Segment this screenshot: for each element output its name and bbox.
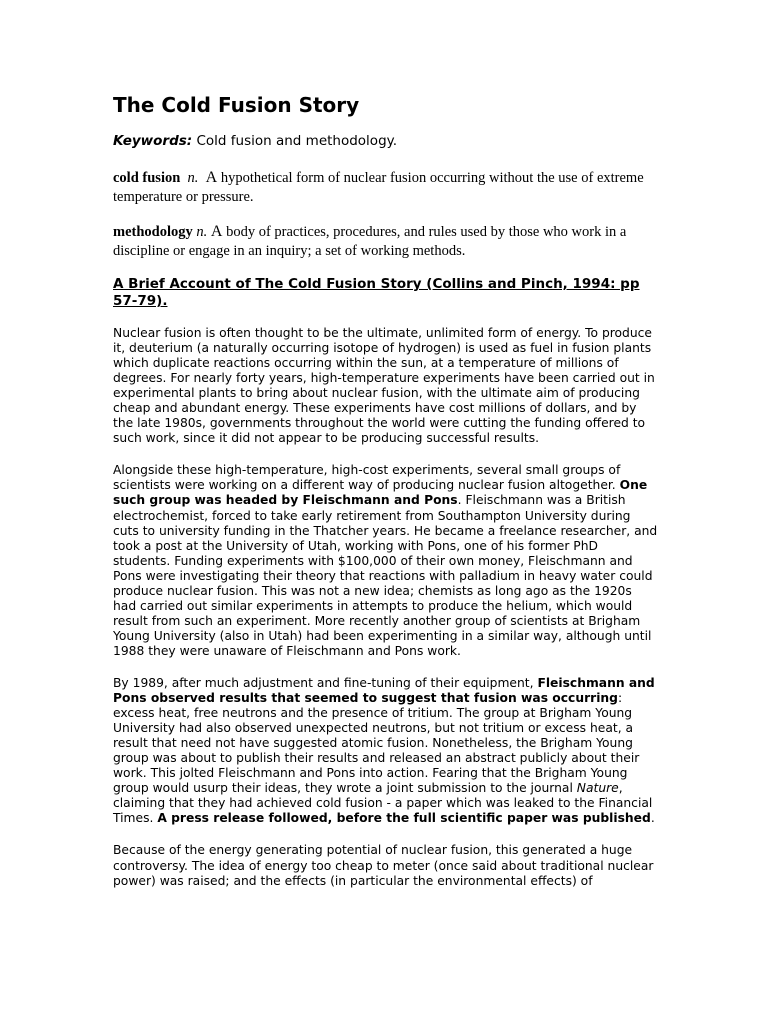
paragraph-bold-text: One such group was headed by Fleischmann and Pons [113, 478, 648, 508]
definition-pos: n. [187, 170, 199, 186]
paragraph-text: Alongside these high-temperature, high-cost experiments, several small groups of scientists were working on a different way of producing nuclear fusion altogether. [113, 463, 621, 493]
paragraph-text: By 1989, after much adjustment and fine-tuning of their equipment, [113, 675, 538, 690]
paragraph-text: . [650, 811, 655, 826]
paragraph-4: Because of the energy generating potential of nuclear fusion, this generated a huge controversy. The idea of energy too cheap to meter (once said about traditional nuclear power) was raised; and the effects (in particular the environmental effects) of [113, 843, 654, 888]
definition-text: hypothetical form of nuclear fusion occurring without the use of extreme temperature or pressure. [113, 170, 644, 205]
definition-pos: n. [196, 224, 208, 240]
paragraph-text: : excess heat, free neutrons and the presence of tritium. The group at Brigham Young University had also observed unexpected neutrons, but not tritium or excess heat, a result that need not have suggested atomic fusion. Nonetheless, the Brigham Young group was about to publish their results and released an abstract publicly about their work. This jolted Fleischmann and Pons into action. Fearing that the Brigham Young group would usurp their ideas, they wrote a joint submission to the journal [113, 691, 640, 796]
paragraph-bold-text: Fleischmann and Pons observed results that seemed to suggest that fusion was occurring [113, 675, 655, 706]
keywords-label: Keywords: [113, 133, 193, 149]
document-title: The Cold Fusion Story [113, 93, 360, 117]
paragraph-3 [113, 676, 658, 826]
section-heading: A Brief Account of The Cold Fusion Story (Collins and Pinch, 1994: pp 57-79). [113, 276, 640, 309]
definition-term: cold fusion [113, 170, 181, 186]
definition-text: body of practices, procedures, and rules used by those who work in a discipline or engage in an inquiry; a set of working methods. [113, 224, 627, 259]
paragraph-text: , claiming that they had achieved cold fusion - a paper which was leaked to the Financial Times. [113, 781, 653, 826]
paragraph-2 [113, 463, 658, 659]
definition-cold-fusion [113, 168, 658, 207]
paragraph-bold-text: A press release followed, before the full scientific paper was published [157, 811, 651, 826]
document-page [113, 92, 658, 906]
keywords-text: Cold fusion and methodology. [192, 133, 397, 149]
journal-name: Nature [576, 781, 619, 796]
keywords-line [113, 132, 658, 150]
definition-methodology [113, 222, 658, 261]
definition-term: methodology [113, 224, 193, 240]
definition-first-letter: A [205, 169, 218, 186]
definition-first-letter: A [210, 223, 223, 240]
paragraph-1: Nuclear fusion is often thought to be the ultimate, unlimited form of energy. To produce it, deuterium (a naturally occurring isotope of hydrogen) is used as fuel in fusion plants which duplicate reactions occurring within the sun, at a temperature of millions of degrees. For nearly forty years, high-temperature experiments have been carried out in experimental plants to bring about nuclear fusion, with the ultimate aim of producing cheap and abundant energy. These experiments have cost millions of dollars, and by the late 1980s, governments throughout the world were cutting the funding offered to such work, since it did not appear to be producing successful results. [113, 326, 655, 446]
paragraph-text: . Fleischmann was a British electrochemist, forced to take early retirement from Southampton University during cuts to university funding in the Thatcher years. He became a freelance researcher, and took a post at the University of Utah, working with Pons, one of his former PhD students. Funding experiments with $100,000 of their own money, Fleischmann and Pons were investigating their theory that reactions with palladium in heavy water could produce nuclear fusion. This was not a new idea; chemists as long ago as the 1920s had carried out similar experiments in attempts to produce the helium, which would result from such an experiment. More recently another group of scientists at Brigham Young University (also in Utah) had been experimenting in a similar way, although until 1988 they were unaware of Fleischmann and Pons work. [113, 493, 658, 658]
